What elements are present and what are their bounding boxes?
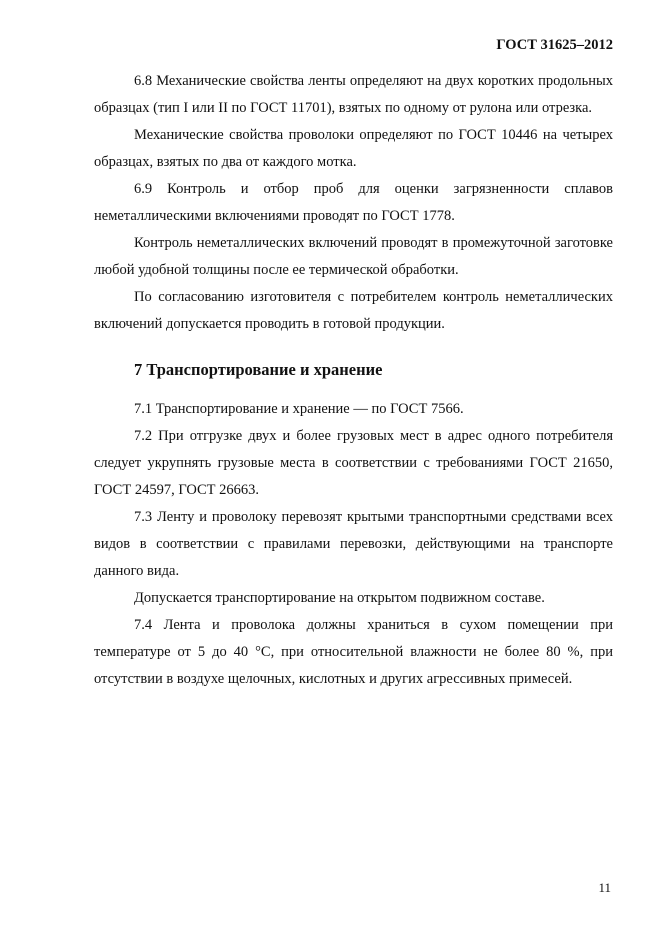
paragraph-7-4: 7.4 Лента и проволока должны храниться в сухом помещении при температуре от 5 до 40 °С, при относительной влажности не более 80 %, при отсутствии в воздухе щелочных, кислотных и других агрессивных примесей. [94,617,613,687]
paragraph-inclusions-control: Контроль неметаллических включений проводят в промежуточной заготовке любой удобной толщины после ее термической обработки. [94,235,613,278]
paragraph-7-2: 7.2 При отгрузке двух и более грузовых мест в адрес одного потребителя следует укрупнять грузовые места в соответствии с требованиями ГОСТ 21650, ГОСТ 24597, ГОСТ 26663. [94,428,613,498]
paragraph-7-3: 7.3 Ленту и проволоку перевозят крытыми транспортными средствами всех видов в соответствии с правилами перевозки, действующими на транспорте данного вида. [94,509,613,579]
document-header: ГОСТ 31625–2012 [496,37,613,53]
section-heading: 7 Транспортирование и хранение [134,360,383,379]
paragraph-agreement: По согласованию изготовителя с потребителем контроль неметаллических включений допускается проводить в готовой продукции. [94,289,613,332]
paragraph-wire-mechanical: Механические свойства проволоки определяют по ГОСТ 10446 на четырех образцах, взятых по два от каждого мотка. [94,127,613,170]
page-number: 11 [598,880,611,895]
paragraph-6-8: 6.8 Механические свойства ленты определяют на двух коротких продольных образцах (тип I или II по ГОСТ 11701), взятых по одному от рулона или отрезка. [94,73,613,116]
paragraph-6-9: 6.9 Контроль и отбор проб для оценки загрязненности сплавов неметаллическими включениями проводят по ГОСТ 1778. [94,181,613,224]
paragraph-7-1: 7.1 Транспортирование и хранение — по ГОСТ 7566. [134,401,464,417]
document-body [94,68,613,693]
paragraph-open-transport: Допускается транспортирование на открытом подвижном составе. [134,590,545,606]
